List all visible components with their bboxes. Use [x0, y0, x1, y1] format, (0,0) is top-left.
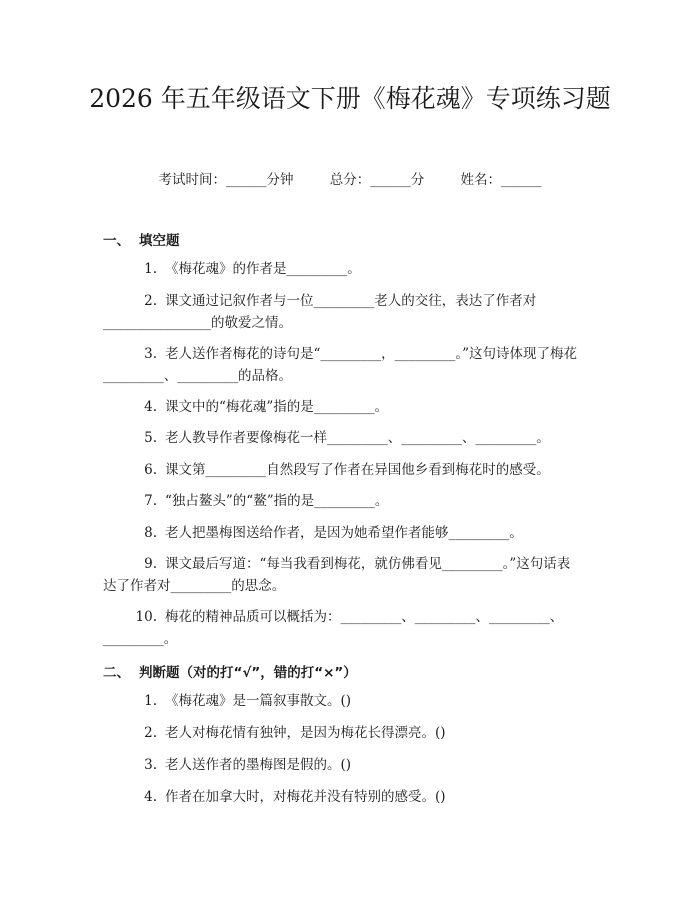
question-item: 4. 课文中的“梅花魂”指的是_________。 [144, 399, 389, 415]
exam-time: 考试时间：______分钟 [158, 172, 294, 188]
question-item: 3. 老人送作者的墨梅图是假的。() [144, 757, 352, 773]
question-item: 3. 老人送作者梅花的诗句是“_________，_________。”这句诗体现了梅花 _________、_________的品格。 [103, 346, 578, 384]
section-heading-fill-blank: 一、 填空题 [103, 233, 180, 249]
question-item: 2. 老人对梅花情有独钟，是因为梅花长得漂亮。() [144, 725, 446, 741]
page-title: 2026 年五年级语文下册《梅花魂》专项练习题 [89, 84, 611, 113]
question-item: 1. 《梅花魂》是一篇叙事散文。() [144, 693, 352, 709]
student-name: 姓名：______ [460, 172, 542, 188]
question-item: 8. 老人把墨梅图送给作者，是因为她希望作者能够_________。 [144, 525, 523, 541]
exam-score: 总分：______分 [329, 172, 425, 188]
question-item: 6. 课文第_________自然段写了作者在异国他乡看到梅花时的感受。 [144, 462, 550, 478]
question-item: 5. 老人教导作者要像梅花一样_________、_________、_________。 [144, 430, 550, 446]
exam-info [0, 168, 700, 188]
section-heading-true-false: 二、 判断题（对的打“√”，错的打“×”） [103, 665, 357, 681]
question-item: 10. 梅花的精神品质可以概括为：_________、_________、_________、 _________。 [103, 609, 564, 647]
question-item: 9. 课文最后写道：“每当我看到梅花，就仿佛看见_________。”这句话表 达了作者对_________的思念。 [103, 556, 571, 594]
question-item: 7. “独占鳌头”的“鳌”指的是_________。 [144, 493, 389, 509]
question-item: 1. 《梅花魂》的作者是_________。 [144, 261, 361, 277]
question-item: 2. 课文通过记叙作者与一位_________老人的交往，表达了作者对 ________________的敬爱之情。 [103, 293, 537, 331]
question-item: 4. 作者在加拿大时，对梅花并没有特别的感受。() [144, 789, 446, 805]
